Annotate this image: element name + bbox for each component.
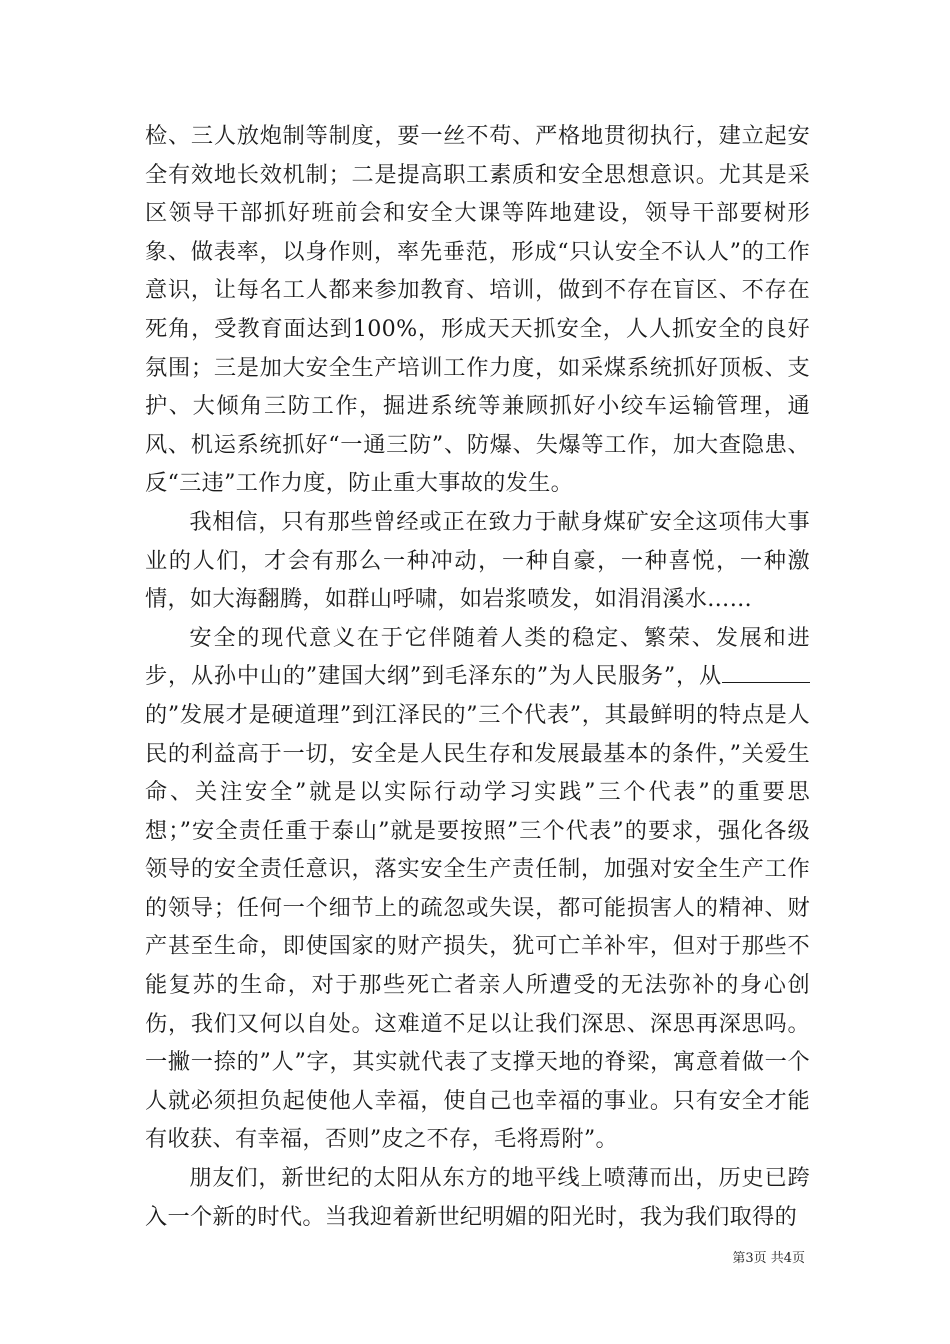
paragraph-i-believe: 我相信，只有那些曾经或正在致力于献身煤矿安全这项伟大事业的人们，才会有那么一种冲动，一种自豪，一种喜悦，一种激情，如大海翻腾，如群山呼啸，如岩浆喷发，如涓涓溪水……	[145, 508, 810, 613]
paragraph-friends: 朋友们，新世纪的太阳从东方的地平线上喷薄而出，历史已跨入一个新的时代。当我迎着新世纪明媚的阳光时，我为我们取得的	[145, 1165, 810, 1230]
paragraph-safety-measures: 检、三人放炮制等制度，要一丝不苟、严格地贯彻执行，建立起安全有效地长效机制；二是提高职工素质和安全思想意识。尤其是采区领导干部抓好班前会和安全大课等阵地建设，领导干部要树形象、做表率，以身作则，率先垂范，形成“只认安全不认人”的工作意识，让每名工人都来参加教育、培训，做到不存在盲区、不存在死角，受教育面达到100%，形成天天抓安全，人人抓安全的良好氛围；三是加大安全生产培训工作力度，如采煤系统抓好顶板、支护、大倾角三防工作，掘进系统等兼顾抓好小绞车运输管理，通风、机运系统抓好“一通三防”、防爆、失爆等工作，加大查隐患、反“三违”工作力度，防止重大事故的发生。	[145, 123, 810, 497]
page-number-footer: 第3页 共4页	[732, 1251, 805, 1266]
fill-in-blank	[722, 660, 810, 683]
paragraph-modern-meaning	[145, 619, 810, 1159]
paragraph-modern-meaning-part1: 安全的现代意义在于它伴随着人类的稳定、繁荣、发展和进步，从孙中山的”建国大纲”到毛泽东的”为人民服务”，从	[145, 624, 810, 690]
document-body	[145, 117, 810, 1236]
paragraph-modern-meaning-part2: 的”发展才是硬道理”到江泽民的”三个代表”，其最鲜明的特点是人民的利益高于一切，安全是人民生存和发展最基本的条件，”关爱生命、关注安全”就是以实际行动学习实践”三个代表”的重要思想；”安全责任重于泰山”就是要按照”三个代表”的要求，强化各级领导的安全责任意识，落实安全生产责任制，加强对安全生产工作的领导；任何一个细节上的疏忽或失误，都可能损害人的精神、财产甚至生命，即使国家的财产损失，犹可亡羊补牢，但对于那些不能复苏的生命，对于那些死亡者亲人所遭受的无法弥补的身心创伤，我们又何以自处。这难道不足以让我们深思、深思再深思吗。一撇一捺的”人”字，其实就代表了支撑天地的脊梁，寓意着做一个人就必须担负起使他人幸福，使自己也幸福的事业。只有安全才能有收获、有幸福，否则”皮之不存，毛将焉附”。	[145, 701, 810, 1153]
